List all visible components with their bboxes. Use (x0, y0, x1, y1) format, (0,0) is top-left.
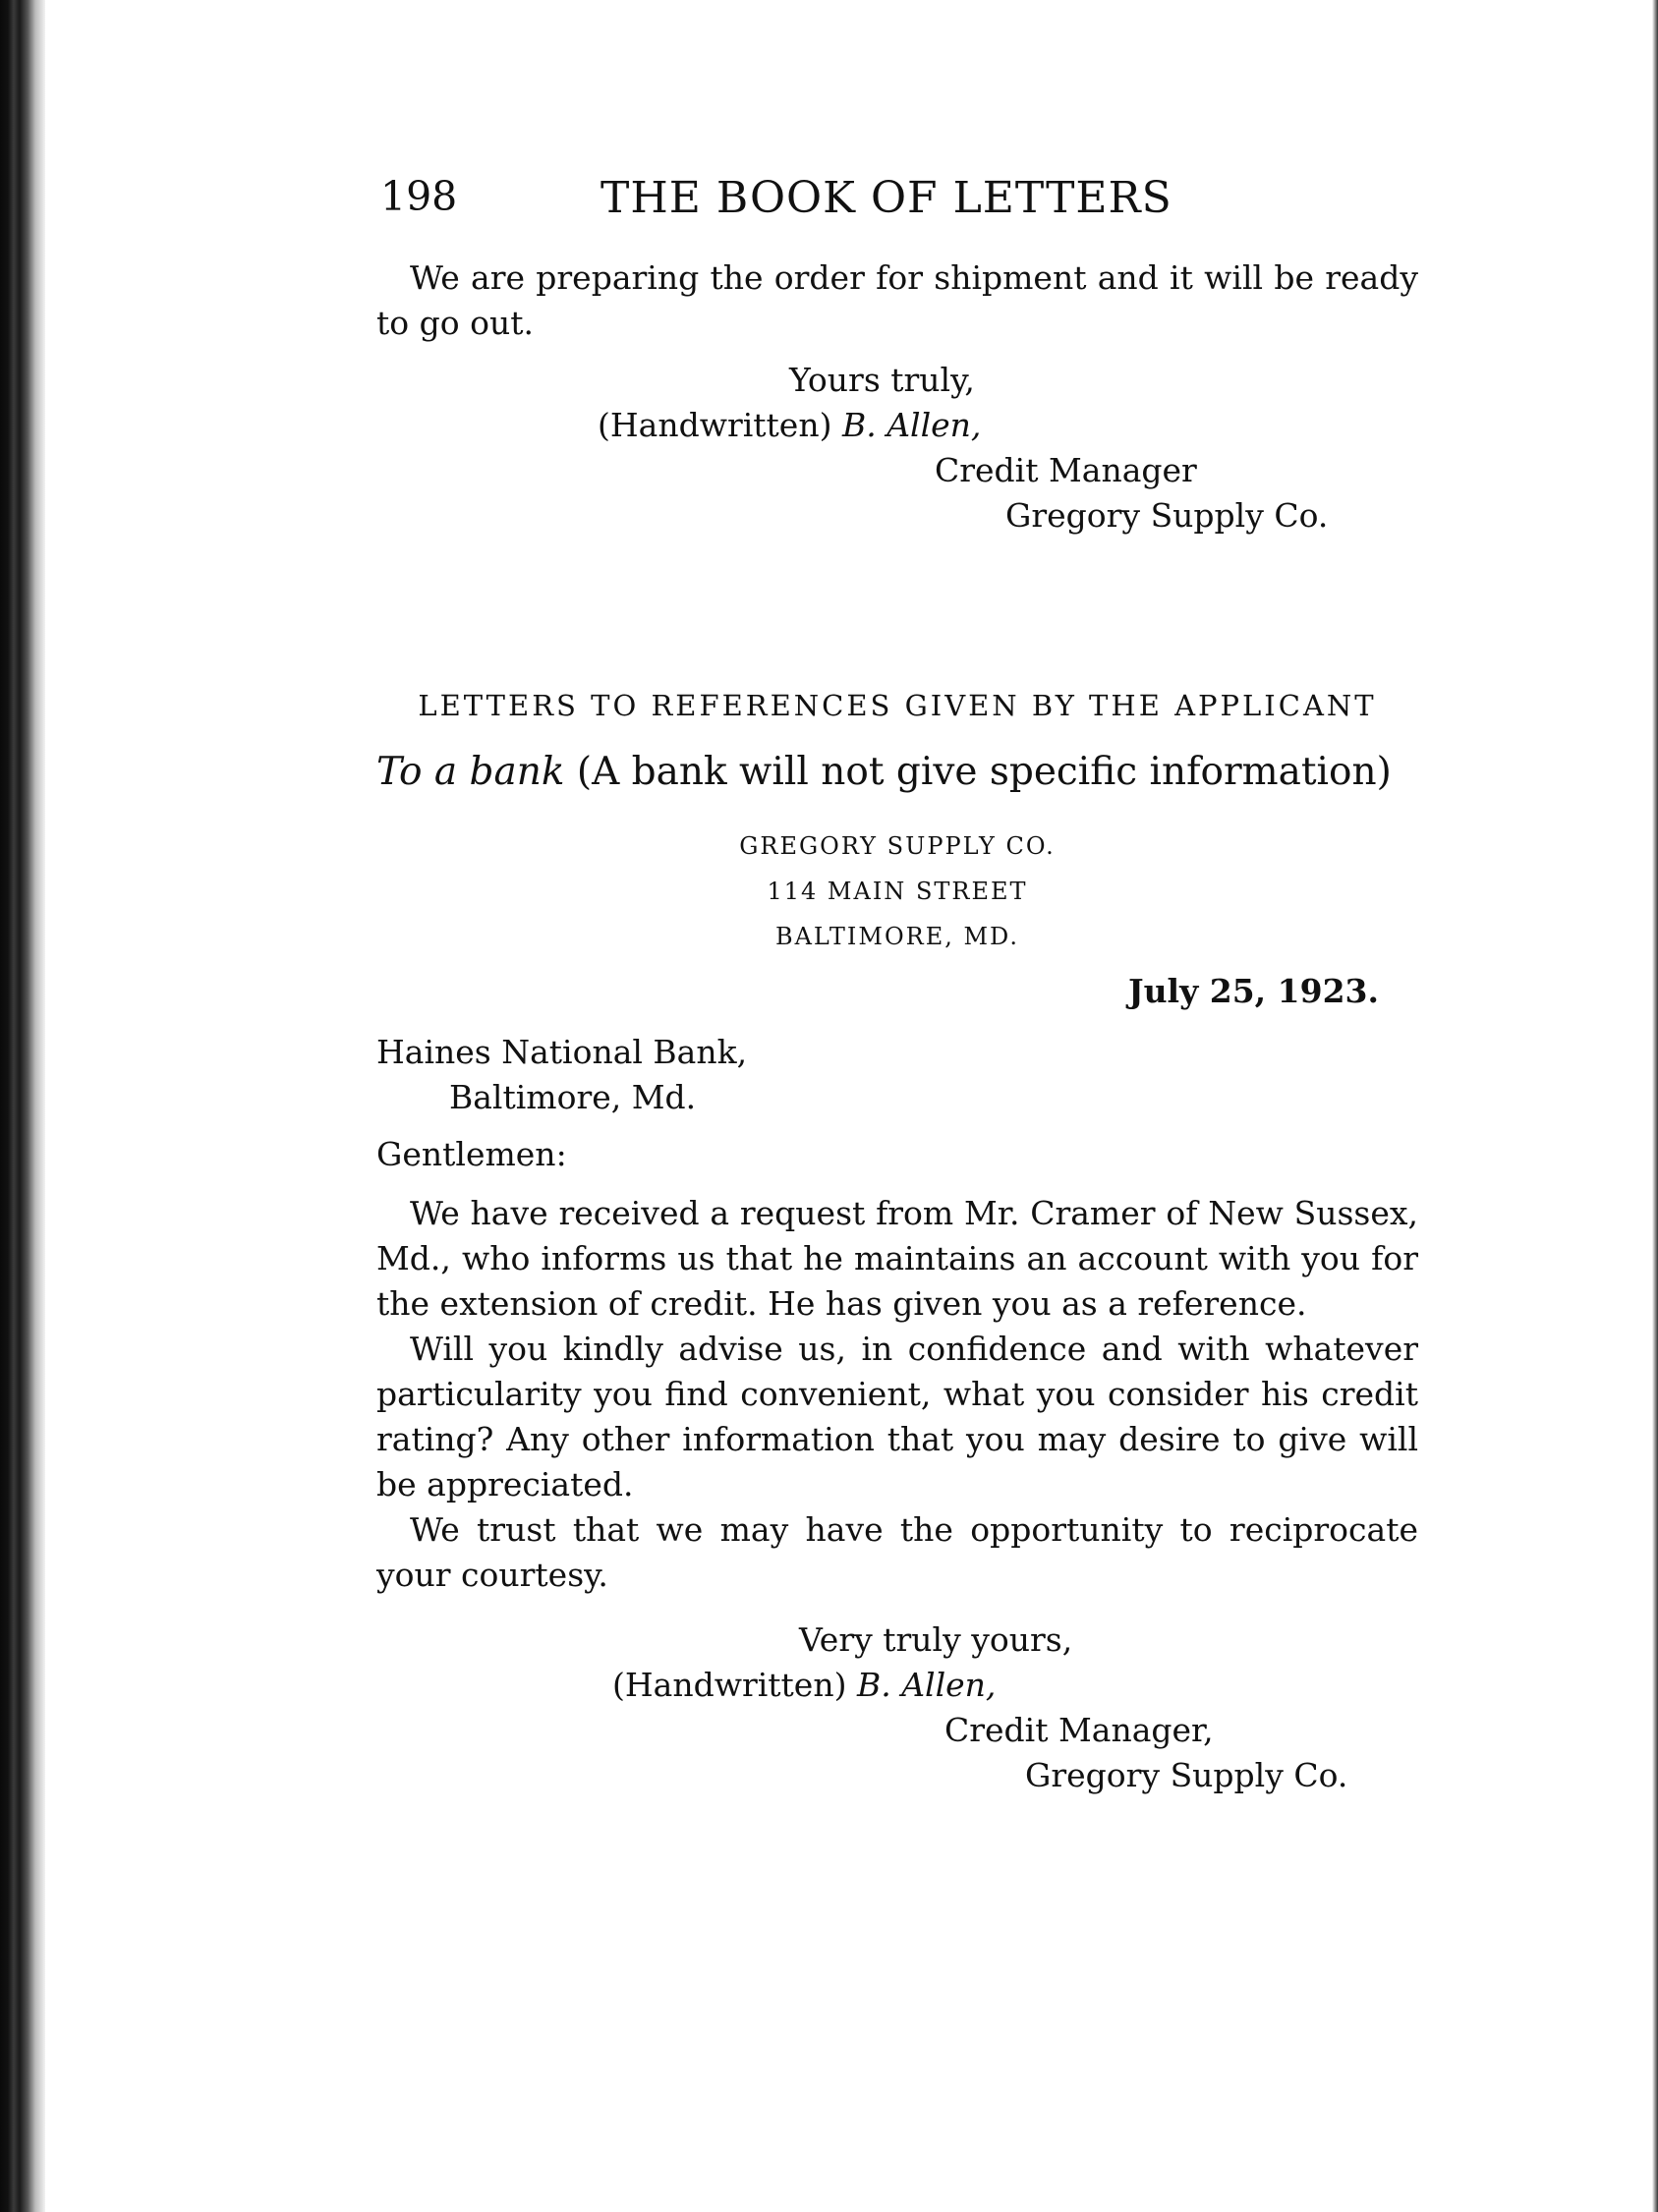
previous-letter-ending (376, 255, 1418, 539)
letterhead-street: 114 MAIN STREET (767, 878, 1028, 905)
previous-letter-closing: Yours truly, (789, 361, 975, 399)
letter-date: July 25, 1923. (1127, 972, 1379, 1010)
letter-paragraph-1: We have received a request from Mr. Cramer of New Sussex, Md., who informs us that he maintains an account with you for the extension of credit. He has given you as a reference. (376, 1194, 1418, 1323)
running-head (376, 167, 1418, 236)
address-line-2: Baltimore, Md. (449, 1078, 697, 1116)
section-heading: LETTERS TO REFERENCES GIVEN BY THE APPLICANT (418, 689, 1377, 722)
letter-paragraph-2: Will you kindly advise us, in confidence and with whatever particularity you find convenient, what you consider his credit rating? Any other information that you may desire to give will be appreciated. (376, 1330, 1418, 1503)
address-line-1: Haines National Bank, (376, 1033, 748, 1071)
letterhead (376, 823, 1418, 959)
letter-signature-company: Gregory Supply Co. (1025, 1756, 1348, 1794)
signature-prefix: (Handwritten) (598, 406, 832, 444)
inside-address (376, 1030, 1418, 1120)
letter-signature (612, 1663, 1418, 1708)
previous-letter-signature (598, 403, 1418, 448)
letter-signature-title: Credit Manager, (944, 1711, 1214, 1749)
previous-letter-body: We are preparing the order for shipment and it will be ready to go out. (376, 258, 1418, 342)
letter-paragraph-3: We trust that we may have the opportunity to reciprocate your courtesy. (376, 1510, 1418, 1594)
previous-letter-title: Credit Manager (935, 451, 1197, 489)
book-spine-shadow (0, 0, 45, 2212)
subheading-note: (A bank will not give specific information) (576, 750, 1392, 794)
signature-name: B. Allen, (856, 1666, 997, 1704)
previous-letter-company: Gregory Supply Co. (1005, 496, 1329, 535)
signature-name: B. Allen, (841, 406, 982, 444)
signature-prefix: (Handwritten) (612, 1666, 847, 1704)
salutation: Gentlemen: (376, 1135, 567, 1173)
page-edge-shadow (1652, 0, 1658, 2212)
letter-closing: Very truly yours, (799, 1620, 1073, 1659)
subheading (376, 745, 1418, 800)
page-number: 198 (380, 173, 458, 220)
letterhead-company: GREGORY SUPPLY CO. (739, 832, 1056, 860)
subheading-italic: To a bank (376, 750, 565, 794)
letterhead-city: BALTIMORE, MD. (774, 923, 1020, 950)
book-title: THE BOOK OF LETTERS (600, 173, 1172, 223)
book-page (376, 167, 1418, 1798)
letter-closing-block (376, 1617, 1418, 1798)
